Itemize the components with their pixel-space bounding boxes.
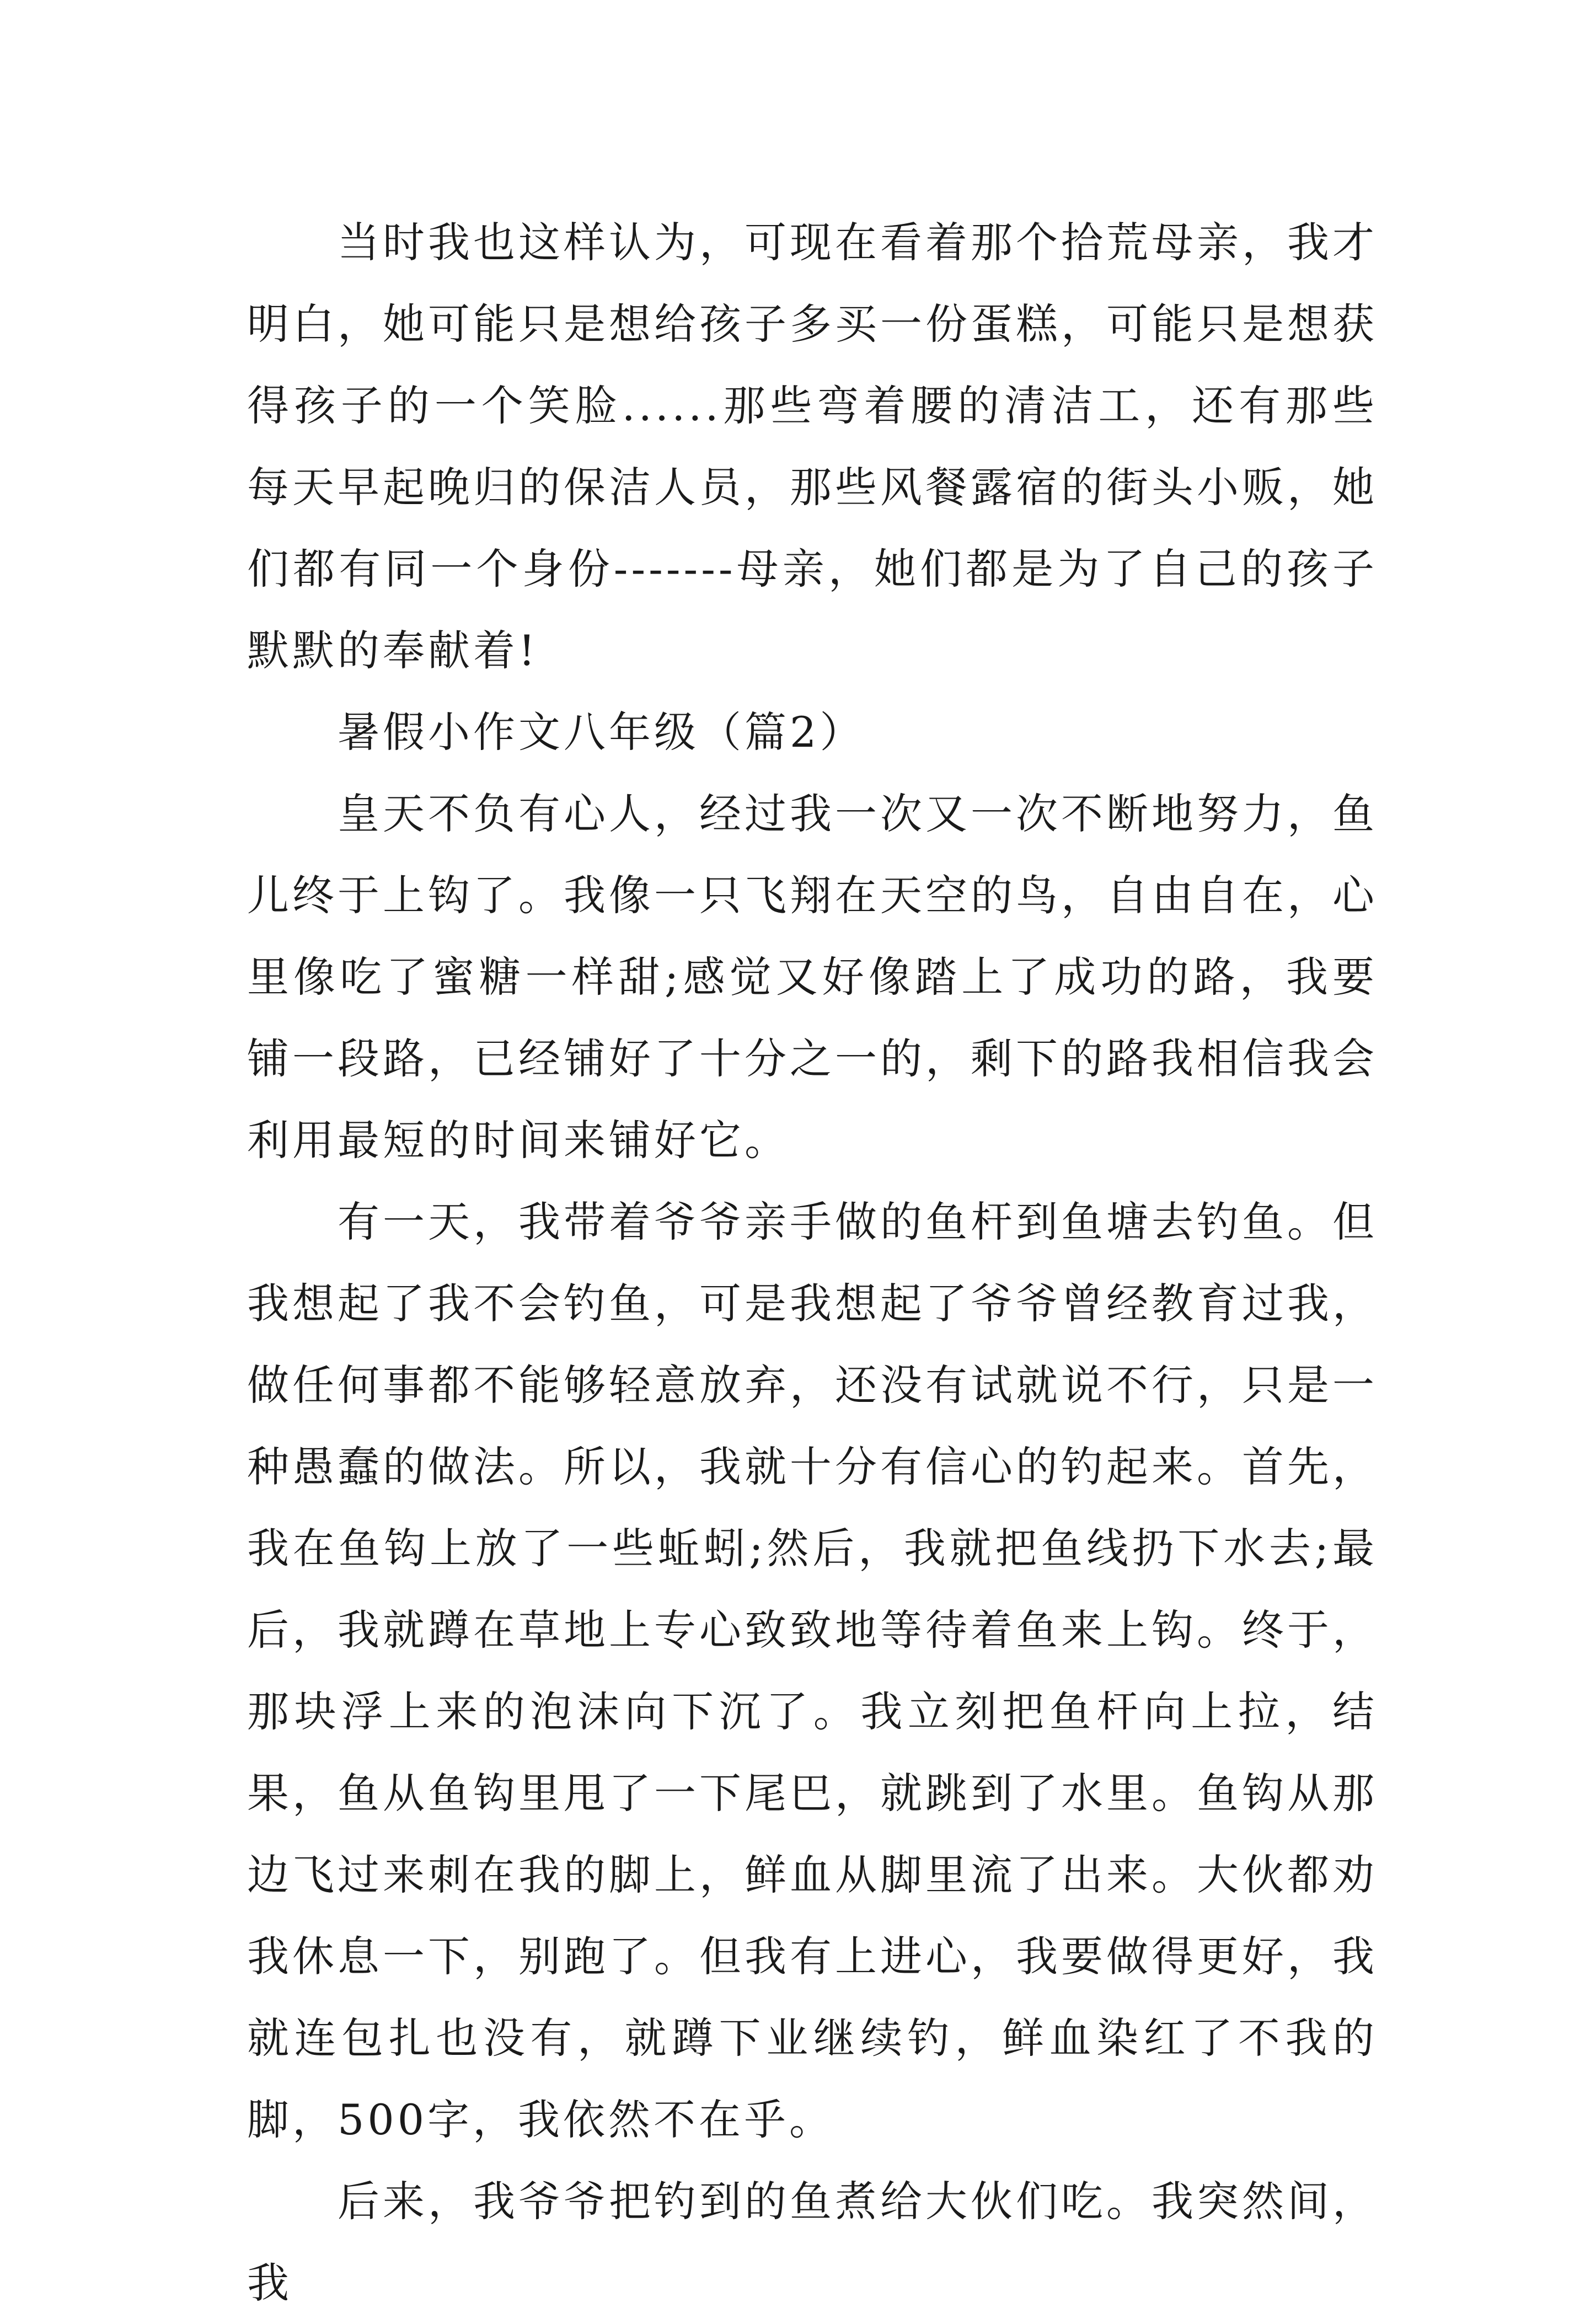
document-body — [247, 202, 1378, 2324]
paragraph: 当时我也这样认为，可现在看着那个拾荒母亲，我才明白，她可能只是想给孩子多买一份蛋糕，可能只是想获得孩子的一个笑脸......那些弯着腰的清洁工，还有那些每天早起晚归的保洁人员，那些风餐露宿的街头小贩，她们都有同一个身份-------母亲，她们都是为了自己的孩子默默的奉献着! — [247, 218, 1378, 675]
section-heading: 暑假小作文八年级（篇2） — [338, 708, 865, 757]
paragraph: 有一天，我带着爷爷亲手做的鱼杆到鱼塘去钓鱼。但我想起了我不会钓鱼，可是我想起了爷爷曾经教育过我，做任何事都不能够轻意放弃，还没有试就说不行，只是一种愚蠢的做法。所以，我就十分有信心的钓起来。首先，我在鱼钩上放了一些蚯蚓;然后，我就把鱼线扔下水去;最后，我就蹲在草地上专心致致地等待着鱼来上钩。终于，那块浮上来的泡沫向下沉了。我立刻把鱼杆向上拉，结果，鱼从鱼钩里甩了一下尾巴，就跳到了水里。鱼钩从那边飞过来刺在我的脚上，鲜血从脚里流了出来。大伙都劝我休息一下，别跑了。但我有上进心，我要做得更好，我就连包扎也没有，就蹲下业继续钓，鲜血染红了不我的脚，500字，我依然不在乎。 — [247, 1197, 1378, 2144]
paragraph: 后来，我爷爷把钓到的鱼煮给大伙们吃。我突然间，我 — [247, 2177, 1378, 2307]
paragraph: 皇天不负有心人，经过我一次又一次不断地努力，鱼儿终于上钩了。我像一只飞翔在天空的鸟，自由自在，心里像吃了蜜糖一样甜;感觉又好像踏上了成功的路，我要铺一段路，已经铺好了十分之一的，剩下的路我相信我会利用最短的时间来铺好它。 — [247, 789, 1378, 1165]
